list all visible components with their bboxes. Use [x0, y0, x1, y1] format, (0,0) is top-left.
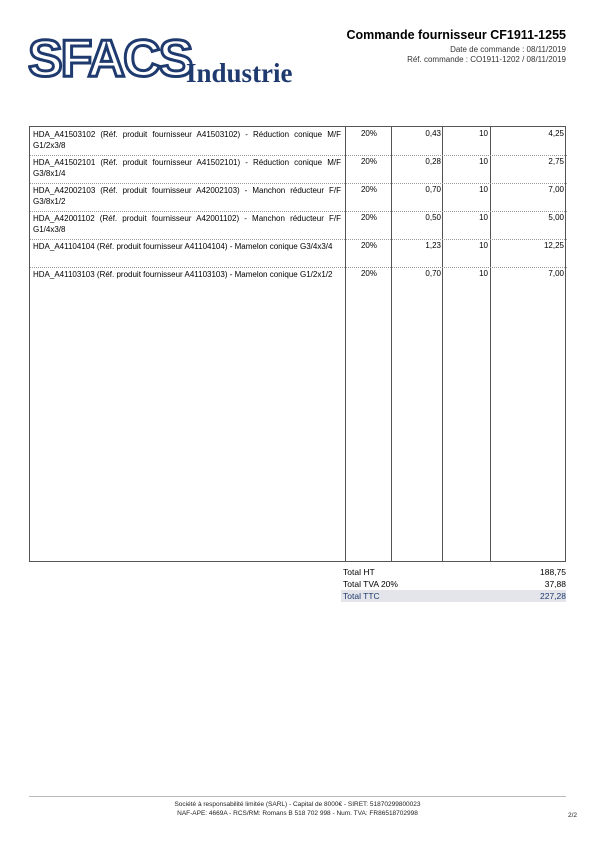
line-tva: 20% [360, 157, 377, 166]
line-tva: 20% [360, 129, 377, 138]
line-description: HDA_A41503102 (Réf. produit fournisseur A41503102) - Réduction conique M/F G1/2x3/8 [33, 130, 341, 150]
table-row [30, 127, 567, 156]
line-description: HDA_A41103103 (Réf. produit fournisseur A41103103) - Mamelon conique G1/2x1/2 [33, 270, 333, 279]
totals-block [341, 566, 566, 602]
line-description: HDA_A41502101 (Réf. produit fournisseur A41502101) - Réduction conique M/F G3/8x1/4 [33, 158, 341, 178]
line-quantity: 10 [479, 269, 488, 278]
legal-footer [29, 796, 566, 818]
line-total: 12,25 [543, 241, 564, 250]
line-tva: 20% [360, 269, 377, 278]
page-number: 2/2 [567, 812, 577, 819]
logo-main-text: SFACS [28, 30, 192, 88]
line-tva: 20% [360, 213, 377, 222]
line-unit-price: 0,70 [425, 185, 441, 194]
line-quantity: 10 [479, 129, 488, 138]
line-unit-price: 0,43 [425, 129, 441, 138]
document-header [346, 28, 566, 65]
line-total: 7,00 [548, 185, 564, 194]
line-total: 4,25 [548, 129, 564, 138]
line-total: 2,75 [548, 157, 564, 166]
table-row [30, 183, 567, 212]
line-tva: 20% [360, 241, 377, 250]
total-ttc-row [341, 590, 566, 602]
line-quantity: 10 [479, 157, 488, 166]
total-ttc-label: Total TTC [343, 591, 380, 601]
line-unit-price: 0,28 [425, 157, 441, 166]
total-tva-label: Total TVA 20% [343, 579, 398, 589]
line-quantity: 10 [479, 213, 488, 222]
line-description: HDA_A42001102 (Réf. produit fournisseur A42001102) - Manchon réducteur F/F G1/4x3/8 [33, 214, 341, 234]
line-quantity: 10 [479, 241, 488, 250]
line-quantity: 10 [479, 185, 488, 194]
total-ht-value: 188,75 [540, 567, 566, 577]
total-ht-label: Total HT [343, 567, 375, 577]
table-row [30, 211, 567, 240]
order-lines-table [29, 126, 566, 562]
order-date: Date de commande : 08/11/2019 [450, 45, 566, 54]
total-tva-row [341, 578, 566, 590]
document-title: Commande fournisseur CF1911-1255 [346, 28, 566, 42]
table-row [30, 239, 567, 268]
line-description: HDA_A42002103 (Réf. produit fournisseur A42002103) - Manchon réducteur F/F G3/8x1/2 [33, 186, 341, 206]
line-unit-price: 0,70 [425, 269, 441, 278]
total-tva-value: 37,88 [544, 579, 566, 589]
company-logo [28, 30, 318, 88]
line-unit-price: 0,50 [425, 213, 441, 222]
line-unit-price: 1,23 [425, 241, 441, 250]
line-total: 7,00 [548, 269, 564, 278]
line-description: HDA_A41104104 (Réf. produit fournisseur A41104104) - Mamelon conique G3/4x3/4 [33, 242, 333, 251]
line-tva: 20% [360, 185, 377, 194]
table-row [30, 267, 567, 296]
footer-line-2: NAF-APE: 4669A - RCS/RM: Romans B 518 702 998 - Num. TVA: FR86518702998 [177, 810, 418, 817]
table-row [30, 155, 567, 184]
logo-sub-text: Industrie [186, 58, 293, 88]
total-ttc-value: 227,28 [540, 591, 566, 601]
footer-line-1: Société à responsabilité limitée (SARL) - Capital de 8000€ - SIRET: 51870299800023 [174, 801, 421, 808]
total-ht-row [341, 566, 566, 578]
line-total: 5,00 [548, 213, 564, 222]
order-reference: Réf. commande : CO1911-1202 / 08/11/2019 [407, 55, 566, 64]
